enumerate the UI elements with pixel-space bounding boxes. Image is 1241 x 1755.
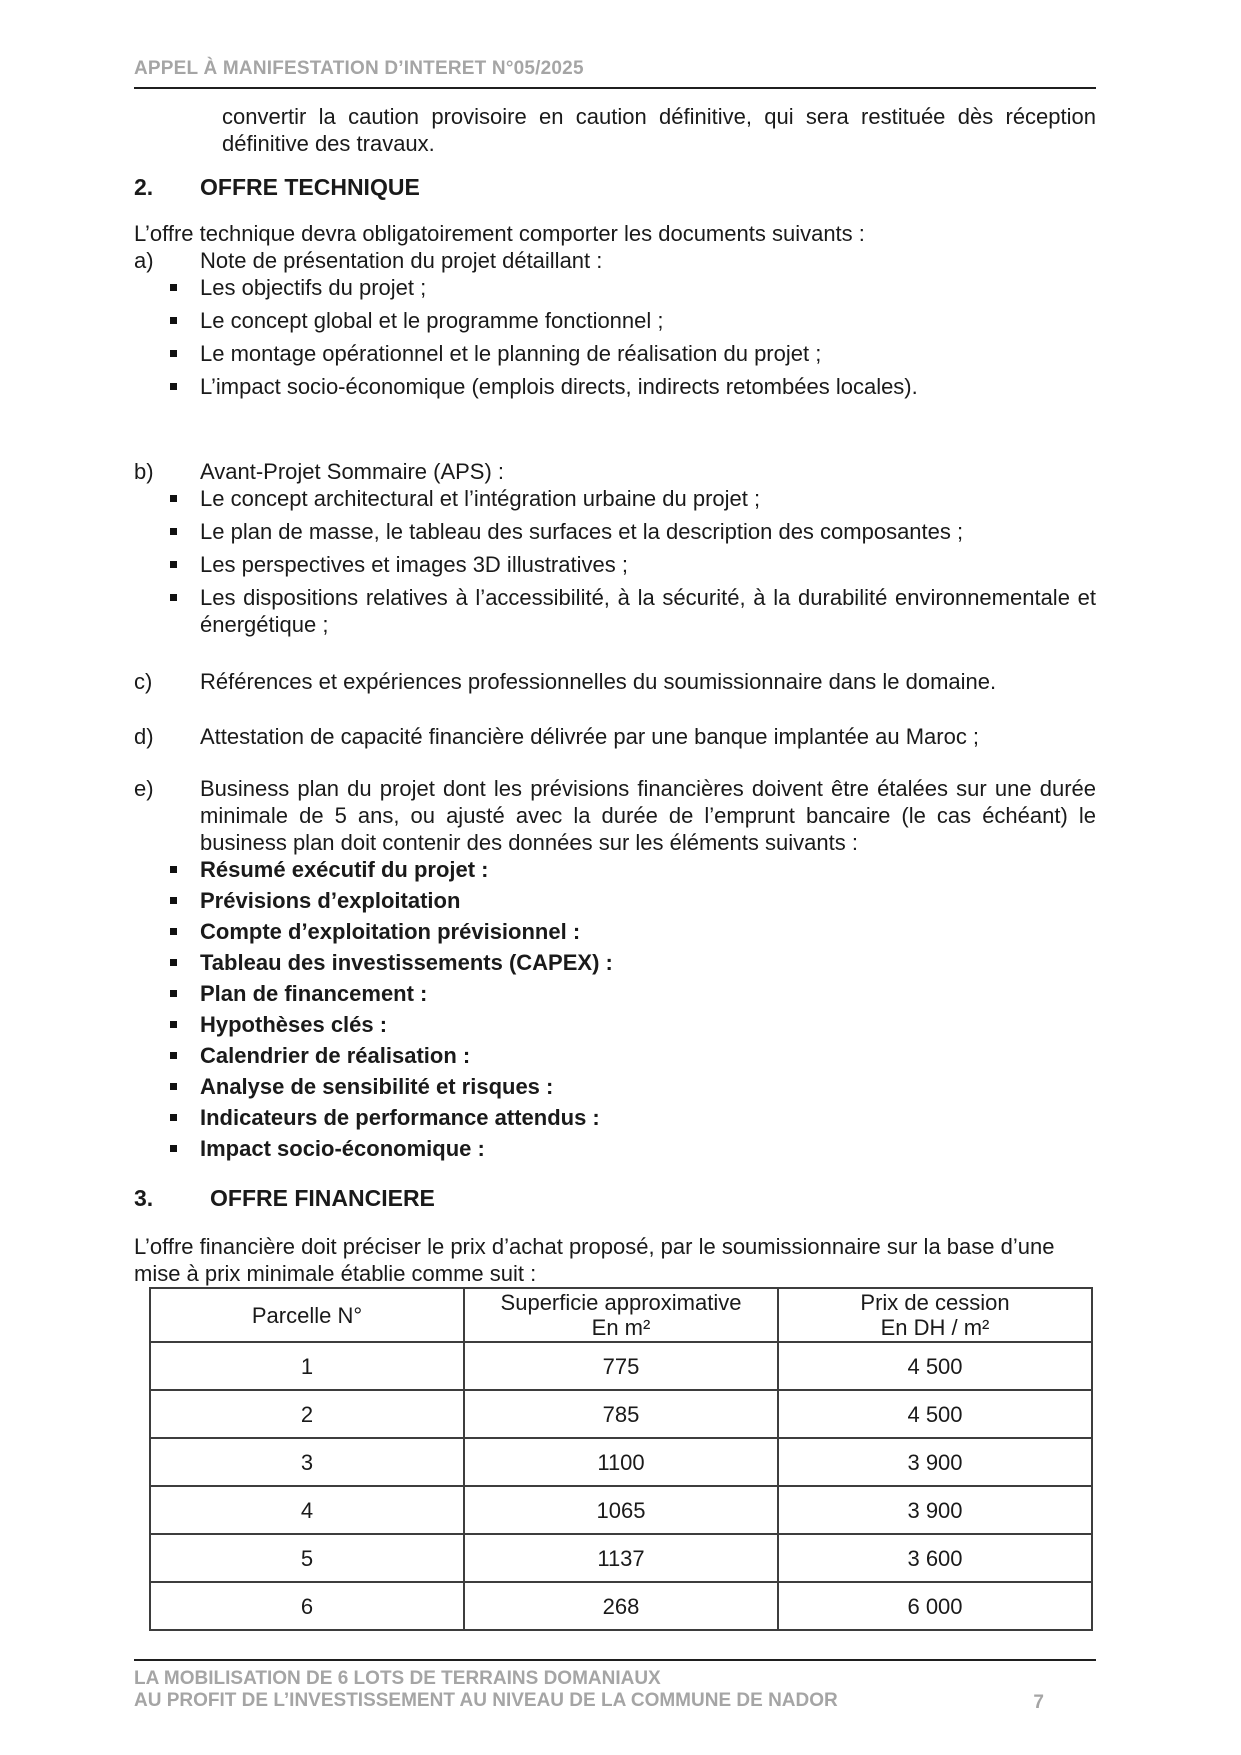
cell-prix: 3 900 bbox=[778, 1438, 1092, 1486]
parcels-table bbox=[149, 1287, 1093, 1631]
table-row bbox=[150, 1534, 1092, 1582]
section-3-lead: L’offre financière doit préciser le prix d’achat proposé, par le soumissionnaire sur la base d’une mise à prix minimale établie comme suit : bbox=[134, 1234, 1055, 1286]
cell-superficie: 1065 bbox=[464, 1486, 778, 1534]
bullet-item bbox=[134, 584, 1096, 638]
bullet-item bbox=[134, 887, 1096, 914]
bullet-square-icon bbox=[170, 317, 177, 324]
bullet-square-icon bbox=[170, 897, 177, 904]
item-e-text: Business plan du projet dont les prévisions financières doivent être étalées sur une durée minimale de 5 ans, ou ajusté avec la durée de l’emprunt bancaire (le cas échéant) le business plan doit contenir des données sur les éléments suivants : bbox=[200, 776, 1096, 855]
bullet-item bbox=[134, 551, 1096, 578]
item-b-text: Avant-Projet Sommaire (APS) : bbox=[200, 459, 505, 484]
header-line: Parcelle N° bbox=[251, 1302, 363, 1328]
parcels-table-body bbox=[150, 1342, 1092, 1630]
bullet-square-icon bbox=[170, 959, 177, 966]
bullet-square-icon bbox=[170, 528, 177, 535]
cell-prix: 4 500 bbox=[778, 1342, 1092, 1390]
cell-parcelle: 6 bbox=[150, 1582, 464, 1630]
header-line: En DH / m² bbox=[880, 1315, 990, 1340]
item-a bbox=[134, 247, 1096, 274]
cell-parcelle: 5 bbox=[150, 1534, 464, 1582]
page-number: 7 bbox=[1033, 1692, 1044, 1713]
table-row bbox=[150, 1342, 1092, 1390]
bullet-text: Prévisions d’exploitation bbox=[200, 888, 461, 913]
cell-prix: 3 900 bbox=[778, 1486, 1092, 1534]
item-b bbox=[134, 458, 1096, 485]
cell-superficie: 785 bbox=[464, 1390, 778, 1438]
item-d-label: d) bbox=[134, 724, 154, 749]
bullet-text: Résumé exécutif du projet : bbox=[200, 857, 489, 882]
cell-prix: 4 500 bbox=[778, 1390, 1092, 1438]
bullet-square-icon bbox=[170, 1052, 177, 1059]
bullet-item bbox=[134, 274, 1096, 301]
bullet-text: Les objectifs du projet ; bbox=[200, 275, 427, 300]
bullet-item bbox=[134, 1011, 1096, 1038]
table-header-row bbox=[150, 1288, 1092, 1342]
bullet-text: Plan de financement : bbox=[200, 981, 428, 1006]
section-2-lead: L’offre technique devra obligatoirement comporter les documents suivants : bbox=[134, 221, 865, 246]
bullet-square-icon bbox=[170, 990, 177, 997]
item-d-text: Attestation de capacité financière délivrée par une banque implantée au Maroc ; bbox=[200, 724, 980, 749]
bullet-item bbox=[134, 518, 1096, 545]
item-a-text: Note de présentation du projet détaillant : bbox=[200, 248, 603, 273]
cell-parcelle: 3 bbox=[150, 1438, 464, 1486]
cell-superficie: 1100 bbox=[464, 1438, 778, 1486]
bullet-square-icon bbox=[170, 1114, 177, 1121]
bullet-text: Calendrier de réalisation : bbox=[200, 1043, 471, 1068]
item-e-label: e) bbox=[134, 776, 154, 801]
header-line: Superficie approximative bbox=[500, 1290, 742, 1315]
section-3-number: 3. bbox=[134, 1185, 154, 1211]
header-title: APPEL À MANIFESTATION D’INTERET N°05/2025 bbox=[134, 58, 584, 79]
table-row bbox=[150, 1486, 1092, 1534]
item-b-label: b) bbox=[134, 459, 154, 484]
cell-parcelle: 4 bbox=[150, 1486, 464, 1534]
cell-superficie: 1137 bbox=[464, 1534, 778, 1582]
bullet-item bbox=[134, 1135, 1096, 1162]
cell-parcelle: 2 bbox=[150, 1390, 464, 1438]
item-b-bullet-list bbox=[134, 485, 1096, 638]
bullet-text: Le concept architectural et l’intégration urbaine du projet ; bbox=[200, 486, 761, 511]
item-d bbox=[134, 723, 1096, 750]
section-2-heading bbox=[134, 174, 1096, 201]
bullet-item bbox=[134, 340, 1096, 367]
bullet-item bbox=[134, 1104, 1096, 1131]
item-a-bullet-list bbox=[134, 274, 1096, 400]
bullet-text: Impact socio-économique : bbox=[200, 1136, 485, 1161]
table-row bbox=[150, 1582, 1092, 1630]
table-row bbox=[150, 1438, 1092, 1486]
bullet-item bbox=[134, 307, 1096, 334]
bullet-item bbox=[134, 1073, 1096, 1100]
item-a-label: a) bbox=[134, 248, 154, 273]
table-header-cell bbox=[150, 1288, 464, 1342]
bullet-text: Analyse de sensibilité et risques : bbox=[200, 1074, 554, 1099]
bullet-square-icon bbox=[170, 495, 177, 502]
bullet-square-icon bbox=[170, 594, 177, 601]
item-c-text: Références et expériences professionnelles du soumissionnaire dans le domaine. bbox=[200, 669, 997, 694]
section-2-number: 2. bbox=[134, 174, 154, 200]
bullet-square-icon bbox=[170, 1145, 177, 1152]
page-footer bbox=[134, 1659, 1096, 1712]
bullet-square-icon bbox=[170, 928, 177, 935]
footer-line-2: AU PROFIT DE L’INVESTISSEMENT AU NIVEAU DE LA COMMUNE DE NADOR bbox=[134, 1690, 838, 1711]
item-e-bullet-list bbox=[134, 856, 1096, 1162]
document-body bbox=[134, 103, 1096, 1631]
cell-parcelle: 1 bbox=[150, 1342, 464, 1390]
bullet-text: Le montage opérationnel et le planning de réalisation du projet ; bbox=[200, 341, 822, 366]
bullet-item bbox=[134, 373, 1096, 400]
bullet-text: Indicateurs de performance attendus : bbox=[200, 1105, 600, 1130]
section-3-title: OFFRE FINANCIERE bbox=[210, 1185, 435, 1211]
bullet-square-icon bbox=[170, 866, 177, 873]
bullet-item bbox=[134, 1042, 1096, 1069]
header-line: En m² bbox=[591, 1315, 651, 1340]
bullet-square-icon bbox=[170, 1083, 177, 1090]
bullet-item bbox=[134, 949, 1096, 976]
header-line: Prix de cession bbox=[860, 1290, 1010, 1315]
item-c-label: c) bbox=[134, 669, 153, 694]
bullet-square-icon bbox=[170, 350, 177, 357]
bullet-item bbox=[134, 918, 1096, 945]
bullet-text: Le plan de masse, le tableau des surfaces et la description des composantes ; bbox=[200, 519, 964, 544]
bullet-square-icon bbox=[170, 284, 177, 291]
bullet-item bbox=[134, 856, 1096, 883]
item-c bbox=[134, 668, 1096, 695]
intro-paragraph: convertir la caution provisoire en caution définitive, qui sera restituée dès réception définitive des travaux. bbox=[222, 104, 1096, 156]
bullet-square-icon bbox=[170, 383, 177, 390]
bullet-text: Compte d’exploitation prévisionnel : bbox=[200, 919, 581, 944]
cell-prix: 6 000 bbox=[778, 1582, 1092, 1630]
section-2-title: OFFRE TECHNIQUE bbox=[200, 174, 420, 200]
bullet-item bbox=[134, 980, 1096, 1007]
section-3-heading bbox=[134, 1185, 1096, 1212]
cell-prix: 3 600 bbox=[778, 1534, 1092, 1582]
bullet-text: L’impact socio-économique (emplois directs, indirects retombées locales). bbox=[200, 374, 918, 399]
cell-superficie: 775 bbox=[464, 1342, 778, 1390]
table-header-cell bbox=[778, 1288, 1092, 1342]
bullet-text: Les perspectives et images 3D illustratives ; bbox=[200, 552, 628, 577]
cell-superficie: 268 bbox=[464, 1582, 778, 1630]
bullet-text: Le concept global et le programme fonctionnel ; bbox=[200, 308, 664, 333]
bullet-item bbox=[134, 485, 1096, 512]
bullet-square-icon bbox=[170, 1021, 177, 1028]
bullet-square-icon bbox=[170, 561, 177, 568]
bullet-text: Tableau des investissements (CAPEX) : bbox=[200, 950, 613, 975]
page-header bbox=[134, 58, 1096, 89]
footer-line-1: LA MOBILISATION DE 6 LOTS DE TERRAINS DOMANIAUX bbox=[134, 1668, 661, 1689]
parcels-table-head bbox=[150, 1288, 1092, 1342]
bullet-text: Hypothèses clés : bbox=[200, 1012, 388, 1037]
bullet-text: Les dispositions relatives à l’accessibilité, à la sécurité, à la durabilité environnementale et énergétique ; bbox=[200, 585, 1096, 637]
table-row bbox=[150, 1390, 1092, 1438]
item-e bbox=[134, 775, 1096, 856]
table-header-cell bbox=[464, 1288, 778, 1342]
